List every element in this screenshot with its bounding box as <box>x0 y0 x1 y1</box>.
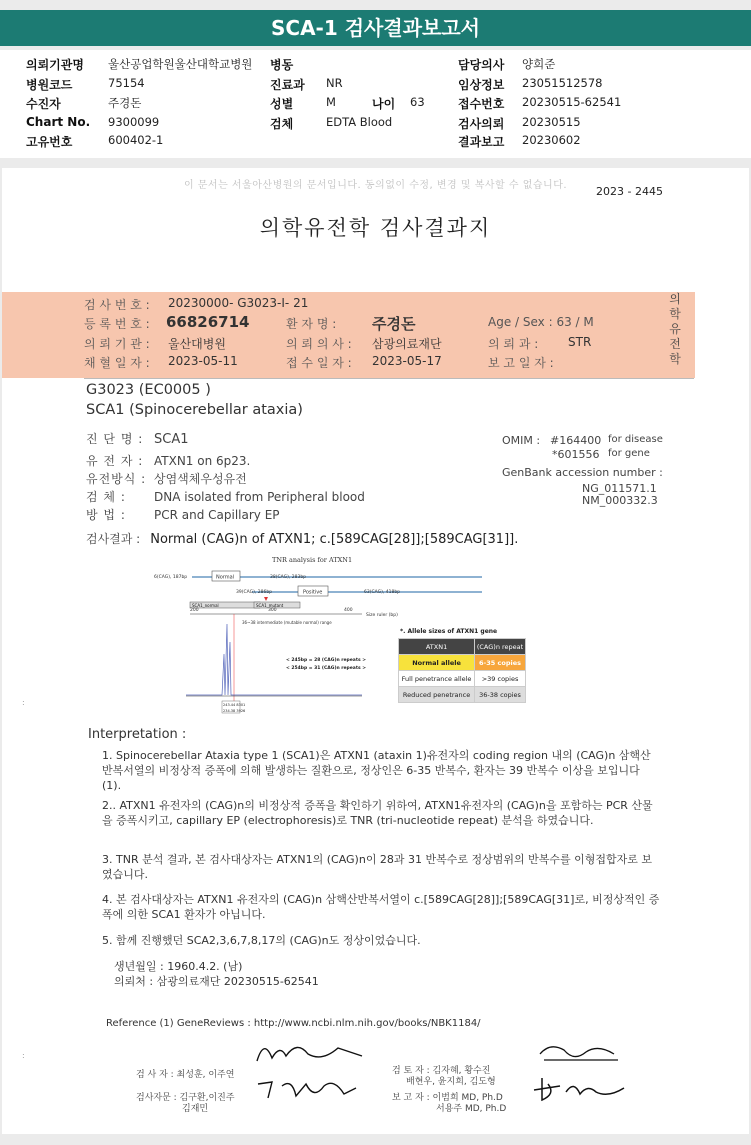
interpretation-heading: Interpretation : <box>88 727 187 742</box>
method: PCR and Capillary EP <box>154 508 280 522</box>
test-code: G3023 (EC0005 ) <box>86 382 211 398</box>
reference: Reference (1) GeneReviews : http://www.ncbi.nlm.nih.gov/books/NBK1184/ <box>106 1018 481 1029</box>
divider <box>84 378 694 379</box>
signature-reviewer <box>534 1040 624 1066</box>
document-number: 2023 - 2445 <box>596 185 663 198</box>
genbank-1: NG_011571.1 <box>582 482 657 495</box>
age-sex: Age / Sex : 63 / M <box>488 315 594 329</box>
band-label: 검 사 번 호 : <box>84 298 150 312</box>
method-row <box>86 506 280 523</box>
band-label: 보 고 일 자 : <box>488 356 554 370</box>
repeat-2: < 254bp = 31 (CAG)n repeats > <box>286 666 367 671</box>
table-cell: 36-38 copies <box>475 687 526 703</box>
field-value: 20230602 <box>522 133 581 147</box>
edge-mark: : <box>22 698 25 707</box>
signature-consultant <box>252 1074 372 1104</box>
field-label: 수진자 <box>26 97 61 111</box>
tick-300: 300 <box>268 608 277 613</box>
omim-gene-note: for gene <box>608 448 650 459</box>
patient-name: 주경돈 <box>372 315 416 333</box>
band-label: 접 수 일 자 : <box>286 356 352 370</box>
test-number: 20230000- G3023-I- 21 <box>168 296 309 310</box>
collection-date: 2023-05-11 <box>168 354 238 368</box>
birth-date: 생년월일 : 1960.4.2. (남) <box>114 960 243 973</box>
inheritance-row <box>86 470 247 487</box>
positive-box-label: Positive <box>303 589 323 596</box>
field-value: M <box>326 95 336 109</box>
field-value: 주경돈 <box>108 96 142 110</box>
omim-label: OMIM : <box>502 434 541 447</box>
field-label: 검체 <box>270 117 294 131</box>
tick-400: 400 <box>344 608 353 613</box>
field-label: 의뢰기관명 <box>26 58 84 72</box>
band-label: 의 뢰 기 관 : <box>84 337 150 351</box>
patient-band <box>2 292 695 378</box>
field-value: EDTA Blood <box>326 115 393 129</box>
requesting-dept: STR <box>568 335 592 349</box>
side-label <box>657 292 693 378</box>
field-label: 나이 <box>372 97 396 111</box>
band-label: 등 록 번 호 : <box>84 317 150 331</box>
field-value: 63 <box>410 95 425 109</box>
consultant-2: 김재민 <box>182 1104 209 1114</box>
result-row <box>86 530 518 547</box>
field-label: 고유번호 <box>26 135 73 149</box>
result-value: Normal (CAG)n of ATXN1; c.[589CAG[28]];[589CAG[31]]. <box>150 532 519 547</box>
field-label: 담당의사 <box>458 58 505 72</box>
genbank-label: GenBank accession number : <box>502 466 663 479</box>
header-info <box>0 50 751 158</box>
signature-examiner <box>252 1036 372 1066</box>
table-cell: Reduced penetrance <box>399 687 475 703</box>
table-cell: >39 copies <box>475 671 526 687</box>
band-label: 의 뢰 과 : <box>488 337 539 351</box>
table-cell: Normal allele <box>399 655 475 671</box>
paragraph: 4. 본 검사대상자는 ATXN1 유전자의 (CAG)n 삼핵산반복서열이 c.[589CAG[28]];[589CAG[31]로, 비정상적인 증폭에 의한 SCA1 환자가 아닙니다. <box>102 893 660 921</box>
peak-1: 243.44 8301 <box>223 703 246 707</box>
genbank-2: NM_000332.3 <box>582 494 658 507</box>
tick-200: 200 <box>190 608 199 613</box>
allele-table <box>398 638 526 703</box>
bar-left-label: SCA1_normal <box>192 603 219 608</box>
paragraph: 2.. ATXN1 유전자의 (CAG)n의 비정상적 증폭을 확인하기 위하여, ATXN1유전자의 (CAG)n을 포함하는 PCR 산물을 증폭시키고, capillary EP (electrophoresis)로 TNR (tri-nucleotide repeat) 분석을 하였습니다. <box>102 799 653 827</box>
field-value: 양희준 <box>522 57 556 71</box>
report-title: SCA-1 검사결과보고서 <box>0 10 751 46</box>
specimen-row <box>86 488 365 505</box>
table-header: ATXN1 <box>399 639 475 655</box>
receive-date: 2023-05-17 <box>372 354 442 368</box>
field-value: NR <box>326 76 343 90</box>
band-label: 환 자 명 : <box>286 317 337 331</box>
specimen: DNA isolated from Peripheral blood <box>154 490 365 504</box>
normal-box-label: Normal <box>216 574 235 581</box>
marker-icon <box>264 597 268 601</box>
field-label: 병동 <box>270 58 294 72</box>
consultant: 검사자문 : 김구환,이진주 <box>136 1093 235 1103</box>
omim-disease-note: for disease <box>608 434 663 445</box>
diagnosis: SCA1 <box>154 432 189 447</box>
row-label: 유전방식 : <box>86 472 147 486</box>
field-label: 성별 <box>270 97 294 111</box>
field-value: 75154 <box>108 76 145 90</box>
intermediate-label: 36~38 intermediate (mutable normal) range <box>242 620 332 625</box>
registration-number: 66826714 <box>166 313 250 331</box>
examiner: 검 사 자 : 최성훈, 이주연 <box>136 1070 235 1080</box>
gene-row <box>86 452 250 469</box>
reporter: 보 고 자 : 이범희 MD, Ph.D <box>392 1093 503 1103</box>
field-label: Chart No. <box>26 115 91 129</box>
field-label: 검사의뢰 <box>458 117 505 131</box>
edge-mark: : <box>22 1051 25 1060</box>
paragraph: 5. 함께 진행했던 SCA2,3,6,7,8,17의 (CAG)n도 정상이었습니다. <box>102 934 421 947</box>
field-label: 병원코드 <box>26 78 73 92</box>
result-document <box>2 168 749 1134</box>
omim-disease: #164400 <box>550 434 602 447</box>
field-label: 임상정보 <box>458 78 505 92</box>
field-value: 20230515-62541 <box>522 95 622 109</box>
requester: 의뢰처 : 삼광의료재단 20230515-62541 <box>114 975 319 988</box>
ruler-label: Size ruler (bp) <box>366 613 398 618</box>
field-label: 접수번호 <box>458 97 505 111</box>
row-label: 진 단 명 : <box>86 432 144 446</box>
row-label: 유 전 자 : <box>86 454 144 468</box>
field-value: 20230515 <box>522 115 581 129</box>
left-top-label: 6(CAG), 187bp <box>154 575 188 580</box>
copyright-notice: 이 문서는 서울아산병원의 문서입니다. 동의없이 수정, 변경 및 복사할 수 없습니다. <box>183 180 568 191</box>
reviewer: 검 토 자 : 김자혜, 황수진 <box>392 1066 491 1076</box>
field-value: 23051512578 <box>522 76 603 90</box>
table-cell: 6-35 copies <box>475 655 526 671</box>
paragraph: 1. Spinocerebellar Ataxia type 1 (SCA1)은 ATXN1 (ataxin 1)유전자의 coding region 내의 (CAG)n 삼핵산 반복서열의 비정상적 증폭에 의해 발생하는 질환으로, 정상인은 6-35 반복수, 환자는 39 반복수 이상을 보입니다 (1). <box>102 749 651 792</box>
row-label: 방 법 : <box>86 508 126 522</box>
requesting-doctor: 삼광의료재단 <box>372 337 442 351</box>
inheritance: 상염색체우성유전 <box>154 472 247 486</box>
diagnosis-row <box>86 430 189 447</box>
repeat-1: < 245bp = 28 (CAG)n repeats > <box>286 658 367 663</box>
document-title: 의학유전학 검사결과지 <box>259 216 492 240</box>
field-value: 9300099 <box>108 115 160 129</box>
requesting-hospital: 울산대병원 <box>168 337 226 351</box>
table-cell: Full penetrance allele <box>399 671 475 687</box>
reporter-2: 서용주 MD, Ph.D <box>436 1104 507 1114</box>
paragraph: 3. TNR 분석 결과, 본 검사대상자는 ATXN1의 (CAG)n이 28과 31 반복수로 정상범위의 반복수를 이형접합자로 보였습니다. <box>102 853 653 881</box>
field-value: 울산공업학원울산대학교병원 <box>108 57 253 71</box>
field-label: 결과보고 <box>458 135 505 149</box>
mid2-label: 39(CAG), 286bp <box>236 590 273 595</box>
reviewer-2: 배현우, 윤지희, 김도형 <box>406 1077 496 1087</box>
bar-right-label: SCA1_mutant <box>256 603 284 608</box>
band-label: 채 혈 일 자 : <box>84 356 150 370</box>
gene: ATXN1 on 6p23. <box>154 454 251 468</box>
field-value: 600402-1 <box>108 133 164 147</box>
mid-top-label: 38(CAG), 283bp <box>270 575 307 580</box>
result-label: 검사결과 : <box>86 532 141 546</box>
row-label: 검 체 : <box>86 490 126 504</box>
right-top-label: 63(CAG), 418bp <box>364 590 401 595</box>
allele-table-title: *. Allele sizes of ATXN1 gene <box>400 628 498 635</box>
peak-2: 234.38 3926 <box>223 709 246 713</box>
figure-title: TNR analysis for ATXN1 <box>272 556 353 564</box>
signature-reporter <box>530 1074 630 1104</box>
table-header: (CAG)n repeat <box>475 639 526 655</box>
band-label: 의 뢰 의 사 : <box>286 337 352 351</box>
omim-gene: *601556 <box>552 448 600 461</box>
test-name: SCA1 (Spinocerebellar ataxia) <box>86 402 303 418</box>
side-text: 의학유전학 <box>669 292 681 366</box>
field-label: 진료과 <box>270 78 305 92</box>
